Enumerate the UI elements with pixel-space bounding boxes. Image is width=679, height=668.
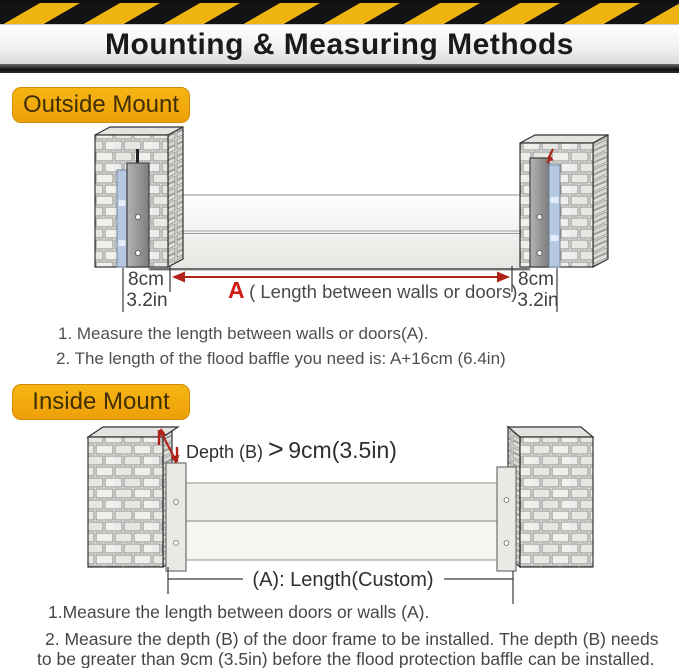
outside-right-bracket xyxy=(530,158,560,267)
inside-left-pillar xyxy=(88,427,186,571)
left-overlap-cm: 8cm xyxy=(128,269,164,290)
right-overlap-cm: 8cm xyxy=(518,269,554,290)
depth-requirement-label xyxy=(186,434,397,464)
inside-instruction-2-cont: to be greater than 9cm (3.5in) before the flood protection baffle can be installed. xyxy=(37,649,655,668)
inside-barrier-panel xyxy=(186,483,497,560)
outside-instruction-1: 1. Measure the length between walls or doors(A). xyxy=(58,324,429,343)
inside-right-bracket xyxy=(497,467,516,571)
outside-barrier-panel xyxy=(149,195,530,270)
inside-right-pillar xyxy=(497,427,593,571)
depth-prefix: Depth (B) xyxy=(186,442,269,462)
outside-instruction-2: 2. The length of the flood baffle you need is: A+16cm (6.4in) xyxy=(56,349,506,368)
title-band xyxy=(0,24,679,65)
greater-than-sign: > xyxy=(268,434,284,464)
outside-left-pillar xyxy=(95,127,183,267)
custom-length-label: (A): Length(Custom) xyxy=(252,569,434,591)
letter-a: A xyxy=(228,277,245,303)
left-overlap-in: 3.2in xyxy=(126,290,168,311)
outside-mount-badge-label: Outside Mount xyxy=(22,91,180,118)
header-dark-strip xyxy=(0,64,679,73)
inside-left-bracket xyxy=(166,463,186,571)
outside-right-pillar xyxy=(520,135,608,267)
inside-instruction-2: 2. Measure the depth (B) of the door frame to be installed. The depth (B) needs xyxy=(45,629,659,649)
inside-mount-diagram xyxy=(0,422,679,608)
right-overlap-in: 3.2in xyxy=(517,290,559,311)
outside-mount-diagram xyxy=(0,85,679,320)
inside-mount-badge-label: Inside Mount xyxy=(32,388,170,415)
outside-left-bracket xyxy=(117,163,149,267)
length-a-description: ( Length between walls or doors) xyxy=(249,281,518,302)
page-title: Mounting & Measuring Methods xyxy=(105,28,574,61)
inside-mount-badge xyxy=(12,384,190,420)
depth-value: 9cm(3.5in) xyxy=(288,437,397,463)
inside-instruction-1: 1.Measure the length between doors or walls (A). xyxy=(48,602,430,622)
length-a-label xyxy=(228,277,517,303)
